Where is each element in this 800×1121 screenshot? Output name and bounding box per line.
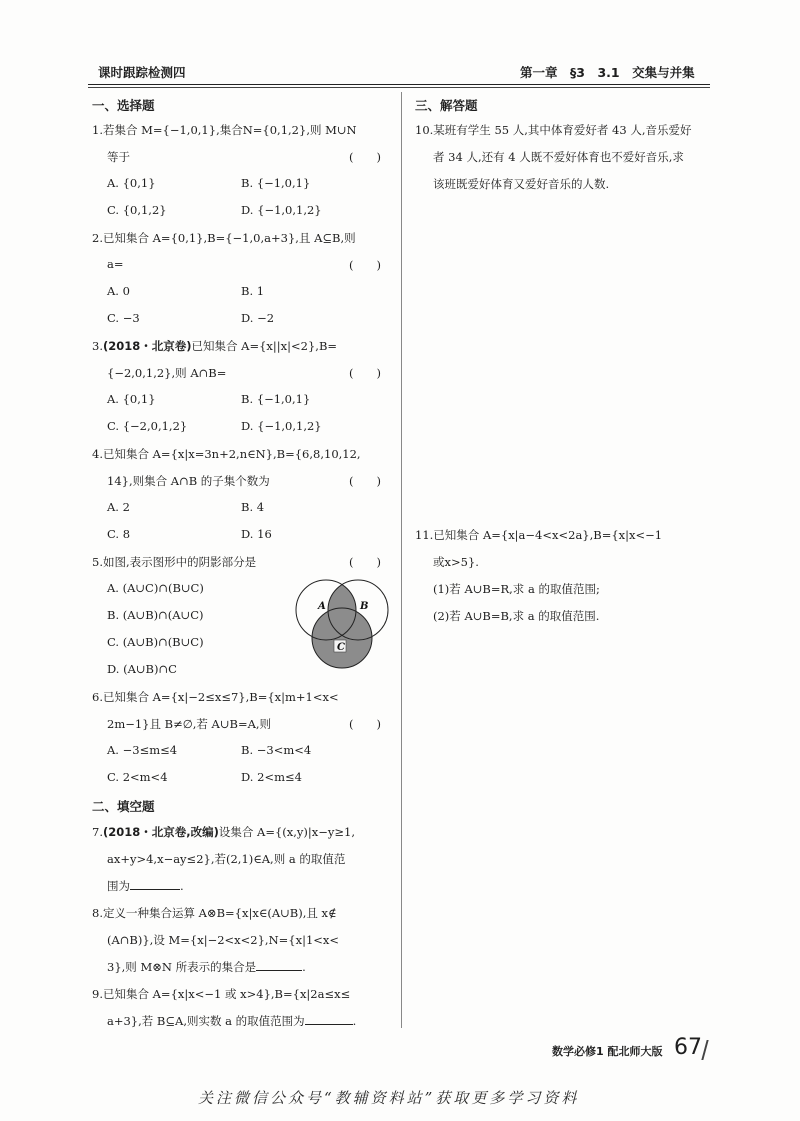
q7-line1-text: 设集合 A={(x,y)|x−y≥1, xyxy=(218,825,355,839)
venn-diagram xyxy=(292,578,394,670)
q3-option-d: D. {−1,0,1,2} xyxy=(241,419,322,433)
q9-line2-end: . xyxy=(352,1014,357,1028)
q2-option-a: A. 0 xyxy=(107,284,130,298)
q4-line1: 4.已知集合 A={x|x=3n+2,n∈N},B={6,8,10,12, xyxy=(92,447,361,461)
q3-option-b: B. {−1,0,1} xyxy=(241,392,311,406)
q1-line1: 1.若集合 M={−1,0,1},集合N={0,1,2},则 M∪N xyxy=(92,123,357,137)
q6-line1: 6.已知集合 A={x|−2≤x≤7},B={x|m+1<x< xyxy=(92,690,339,704)
q7-line1 xyxy=(92,824,355,840)
q11-part1: (1)若 A∪B=R,求 a 的取值范围; xyxy=(433,582,600,596)
venn-label-b: B xyxy=(360,601,369,612)
q4-option-a: A. 2 xyxy=(107,500,130,514)
header-rule xyxy=(88,84,710,85)
q1-option-a: A. {0,1} xyxy=(107,176,156,190)
q5-option-c: C. (A∪B)∩(B∪C) xyxy=(107,635,204,649)
q1-answer-paren: ( ) xyxy=(349,150,381,164)
q8-answer-blank[interactable] xyxy=(256,959,302,971)
q5-option-d: D. (A∪B)∩C xyxy=(107,662,177,676)
q9-answer-blank[interactable] xyxy=(305,1013,353,1025)
q4-option-c: C. 8 xyxy=(107,527,131,541)
footer-book-title: 数学必修1 配北师大版 xyxy=(552,1045,663,1058)
q6-option-c: C. 2<m<4 xyxy=(107,770,168,784)
q1-option-c: C. {0,1,2} xyxy=(107,203,167,217)
q3-number: 3. xyxy=(92,339,103,353)
q2-answer-paren: ( ) xyxy=(349,258,381,272)
q5-line1: 5.如图,表示图形中的阴影部分是 xyxy=(92,555,257,569)
venn-label-c: C xyxy=(337,642,345,653)
q8-line2: (A∩B)},设 M={x|−2<x<2},N={x|1<x< xyxy=(107,933,340,947)
q9-line2-text: a+3},若 B⊆A,则实数 a 的取值范围为 xyxy=(107,1014,305,1028)
q7-line3-end: . xyxy=(180,879,184,893)
q8-line1: 8.定义一种集合运算 A⊗B={x|x∈(A∪B),且 x∉ xyxy=(92,906,337,920)
q4-option-d: D. 16 xyxy=(241,527,272,541)
q7-answer-blank[interactable] xyxy=(130,878,180,890)
section-fill-heading: 二、填空题 xyxy=(92,799,155,814)
q8-line3-end: . xyxy=(302,960,306,974)
q9-line2 xyxy=(107,1013,356,1029)
q2-option-b: B. 1 xyxy=(241,284,265,298)
page-number: 67 xyxy=(674,1035,702,1060)
q10-line2: 者 34 人,还有 4 人既不爱好体育也不爱好音乐,求 xyxy=(433,150,684,164)
header-rule-thin xyxy=(88,87,710,88)
q6-line2: 2m−1}且 B≠∅,若 A∪B=A,则 xyxy=(107,717,272,731)
q6-option-d: D. 2<m≤4 xyxy=(241,770,302,784)
q8-line3 xyxy=(107,959,306,975)
section-solve-heading: 三、解答题 xyxy=(415,98,478,113)
q7-line3-text: 围为 xyxy=(107,879,130,893)
q11-line1: 11.已知集合 A={x|a−4<x<2a},B={x|x<−1 xyxy=(415,528,663,542)
q3-option-a: A. {0,1} xyxy=(107,392,156,406)
q7-line3 xyxy=(107,878,184,894)
q6-answer-paren: ( ) xyxy=(349,717,381,731)
q3-answer-paren: ( ) xyxy=(349,366,381,380)
q11-part2: (2)若 A∪B=B,求 a 的取值范围. xyxy=(433,609,600,623)
venn-shaded-region xyxy=(296,580,388,668)
q5-option-b: B. (A∪B)∩(A∪C) xyxy=(107,608,204,622)
section-choice-heading: 一、选择题 xyxy=(92,98,155,113)
q3-line1-text: 已知集合 A={x||x|<2},B= xyxy=(191,339,338,353)
q2-line1: 2.已知集合 A={0,1},B={−1,0,a+3},且 A⊆B,则 xyxy=(92,231,356,245)
q1-option-b: B. {−1,0,1} xyxy=(241,176,311,190)
venn-label-a: A xyxy=(318,601,326,612)
q4-option-b: B. 4 xyxy=(241,500,265,514)
q3-source-tag: (2018・北京卷) xyxy=(102,339,192,353)
q10-line1: 10.某班有学生 55 人,其中体育爱好者 43 人,音乐爱好 xyxy=(415,123,692,137)
q7-number: 7. xyxy=(92,825,103,839)
q2-option-d: D. −2 xyxy=(241,311,275,325)
q3-option-c: C. {−2,0,1,2} xyxy=(107,419,188,433)
q7-line2: ax+y>4,x−ay≤2},若(2,1)∈A,则 a 的取值范 xyxy=(107,852,346,866)
q1-line2: 等于 xyxy=(107,150,130,164)
q4-answer-paren: ( ) xyxy=(349,474,381,488)
q4-line2: 14},则集合 A∩B 的子集个数为 xyxy=(107,474,270,488)
q11-line2: 或x>5}. xyxy=(433,555,479,569)
q2-option-c: C. −3 xyxy=(107,311,140,325)
page-number-slash xyxy=(701,1040,708,1060)
q6-option-b: B. −3<m<4 xyxy=(241,743,312,757)
q9-line1: 9.已知集合 A={x|x<−1 或 x>4},B={x|2a≤x≤ xyxy=(92,987,351,1001)
header-right-chapter: 第一章 §3 3.1 交集与并集 xyxy=(520,65,695,80)
q8-line3-text: 3},则 M⊗N 所表示的集合是 xyxy=(107,960,257,974)
q3-line2: {−2,0,1,2},则 A∩B= xyxy=(107,366,227,380)
q1-option-d: D. {−1,0,1,2} xyxy=(241,203,322,217)
q5-option-a: A. (A∪C)∩(B∪C) xyxy=(107,581,204,595)
header-left-title: 课时跟踪检测四 xyxy=(98,65,186,80)
q6-option-a: A. −3≤m≤4 xyxy=(107,743,178,757)
q7-source-tag: (2018・北京卷,改编) xyxy=(102,825,219,839)
column-divider xyxy=(401,92,402,1028)
q5-answer-paren: ( ) xyxy=(349,555,381,569)
q2-line2: a= xyxy=(107,257,124,271)
footer-watermark: 关注微信公众号“教辅资料站”获取更多学习资料 xyxy=(198,1089,580,1107)
q3-line1 xyxy=(92,338,337,354)
q10-line3: 该班既爱好体育又爱好音乐的人数. xyxy=(433,177,610,191)
